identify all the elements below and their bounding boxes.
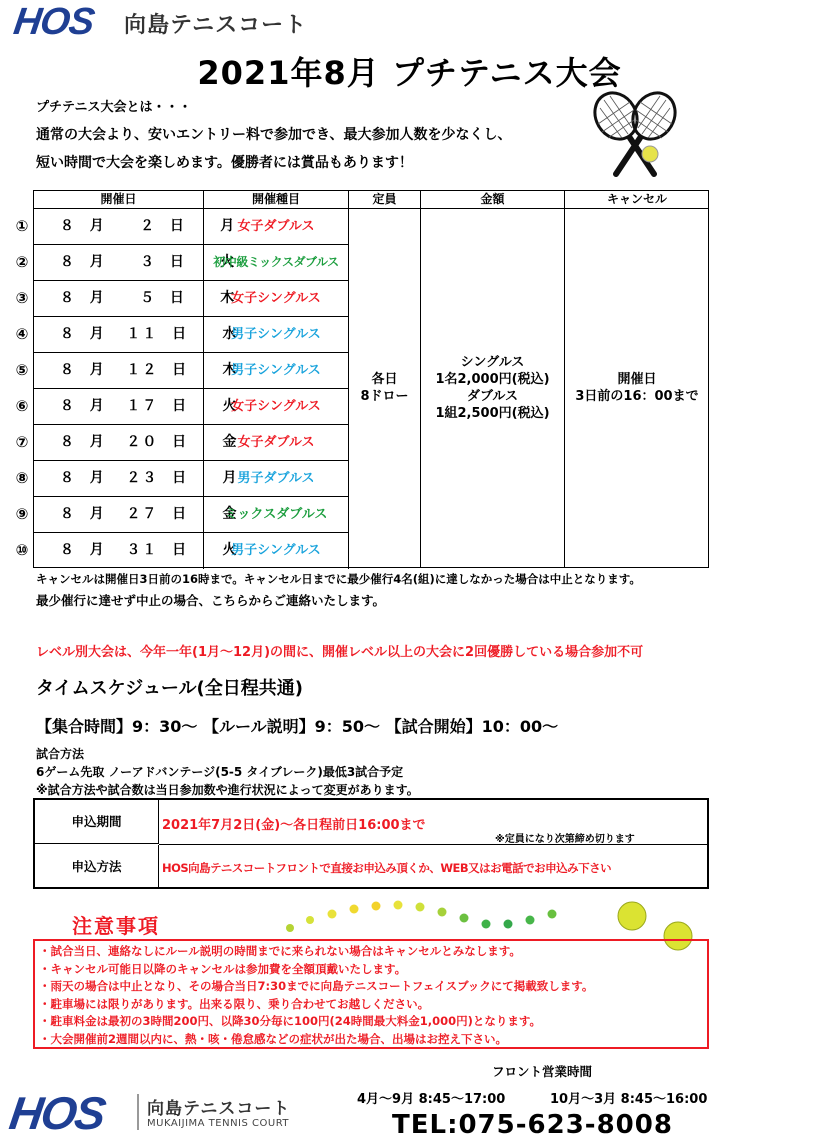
event-date: ８ 月 ３１ 日 火 bbox=[34, 533, 204, 569]
caution-item: ・試合当日、連絡なしにルール説明の時間までに来られない場合はキャンセルとみなします。 bbox=[39, 944, 521, 958]
price-cell bbox=[421, 209, 565, 567]
row-divider bbox=[159, 844, 707, 845]
intro-heading: プチテニス大会とは・・・ bbox=[36, 100, 192, 115]
tennis-racket-icon bbox=[586, 88, 686, 180]
match-method-title: 試合方法 bbox=[36, 747, 85, 761]
intro-line-1: 通常の大会より、安いエントリー料で参加でき、最大参加人数を少なくし、 bbox=[36, 127, 512, 143]
row-number: ① bbox=[15, 217, 29, 235]
column-header-date: 開催日 bbox=[34, 191, 204, 209]
event-date: ８ 月 ３ 日 火 bbox=[34, 245, 204, 281]
cancel-line: 3日前の16：00まで bbox=[575, 389, 699, 404]
caution-item: ・雨天の場合は中止となり、その場合当日7:30までに向島テニスコートフェイスブックにて掲載致します。 bbox=[39, 979, 594, 993]
event-type: 女子シングルス bbox=[204, 389, 349, 425]
event-type: 男子シングルス bbox=[204, 317, 349, 353]
table-row bbox=[34, 353, 349, 389]
caution-item: ・キャンセル可能日以降のキャンセルは参加費を全額頂戴いたします。 bbox=[39, 961, 407, 976]
event-type: 男子ダブルス bbox=[204, 461, 349, 497]
table-row bbox=[34, 461, 349, 497]
page-title: 2021年8月 プチテニス大会 bbox=[197, 54, 622, 92]
application-table bbox=[33, 798, 709, 889]
application-period-value: 2021年7月2日(金)～各日程前日16:00まで bbox=[162, 818, 426, 833]
column-header-price: 金額 bbox=[421, 191, 565, 209]
footer-venue-name-en: MUKAIJIMA TENNIS COURT bbox=[147, 1118, 290, 1129]
event-type: 初中級ミックスダブルス bbox=[204, 245, 349, 281]
price-line: ダブルス bbox=[466, 389, 519, 404]
table-row bbox=[34, 245, 349, 281]
table-row bbox=[34, 497, 349, 533]
event-date: ８ 月 ２３ 日 月 bbox=[34, 461, 204, 497]
event-date: ８ 月 ２０ 日 金 bbox=[34, 425, 204, 461]
event-date: ８ 月 ２ 日 月 bbox=[34, 209, 204, 245]
table-row bbox=[34, 209, 349, 245]
cancel-rule-note: キャンセルは開催日3日前の16時まで。キャンセル日までに最少催行4名(組)に達しなかった場合は中止となります。 bbox=[36, 572, 641, 586]
timeschedule-times: 【集合時間】9：30～ 【ルール説明】9：50～ 【試合開始】10：00～ bbox=[36, 717, 559, 736]
event-type: 女子シングルス bbox=[204, 281, 349, 317]
event-date: ８ 月 １２ 日 木 bbox=[34, 353, 204, 389]
event-type: 男子シングルス bbox=[204, 353, 349, 389]
header-logo: HOS bbox=[11, 1, 97, 43]
event-type: 女子ダブルス bbox=[204, 425, 349, 461]
footer-logo-divider bbox=[137, 1094, 139, 1130]
table-row bbox=[34, 533, 349, 569]
front-hours-summer: 4月～9月 8:45～17:00 bbox=[357, 1092, 506, 1107]
column-header-event: 開催種目 bbox=[204, 191, 349, 209]
front-hours-title: フロント営業時間 bbox=[492, 1064, 593, 1079]
row-number: ⑩ bbox=[15, 541, 29, 559]
header-venue-name: 向島テニスコート bbox=[124, 13, 308, 38]
table-row bbox=[34, 389, 349, 425]
row-number: ⑦ bbox=[15, 433, 29, 451]
table-row bbox=[34, 281, 349, 317]
row-number: ④ bbox=[15, 325, 29, 343]
event-type: ミックスダブルス bbox=[204, 497, 349, 533]
event-type: 男子シングルス bbox=[204, 533, 349, 569]
caution-item: ・駐車料金は最初の3時間200円、以降30分毎に100円(24時間最大料金1,000円)となります。 bbox=[39, 1014, 541, 1028]
schedule-table bbox=[33, 190, 709, 568]
front-hours-winter: 10月～3月 8:45～16:00 bbox=[550, 1092, 708, 1107]
intro-line-2: 短い時間で大会を楽しめます。優勝者には賞品もあります！ bbox=[36, 155, 413, 171]
caution-item: ・大会開催前2週間以内に、熱・咳・倦怠感などの症状が出た場合、出場はお控え下さい。 bbox=[39, 1031, 507, 1046]
match-method-note: ※試合方法や試合数は当日参加数や進行状況によって変更があります。 bbox=[36, 783, 419, 797]
contact-note: 最少催行に達せず中止の場合、こちらからご連絡いたします。 bbox=[36, 593, 386, 608]
match-method-rule: 6ゲーム先取 ノーアドバンテージ(5-5 タイブレーク)最低3試合予定 bbox=[36, 765, 404, 779]
event-date: ８ 月 １１ 日 水 bbox=[34, 317, 204, 353]
capacity-line: 各日 bbox=[371, 372, 398, 387]
footer-venue-name: 向島テニスコート bbox=[147, 1099, 291, 1119]
application-method-value: HOS向島テニスコートフロントで直接お申込み頂くか、WEB又はお電話でお申込み下さい bbox=[162, 861, 612, 875]
column-header-capacity: 定員 bbox=[349, 191, 421, 209]
row-number: ② bbox=[15, 253, 29, 271]
application-method-label: 申込方法 bbox=[35, 845, 159, 889]
table-row bbox=[34, 425, 349, 461]
application-period-label: 申込期間 bbox=[35, 800, 159, 844]
timeschedule-title: タイムスケジュール(全日程共通) bbox=[36, 678, 304, 699]
price-line: 1名2,000円(税込) bbox=[435, 372, 550, 387]
level-rule-note: レベル別大会は、今年一年(1月～12月)の間に、開催レベル以上の大会に2回優勝している場合参加不可 bbox=[36, 645, 644, 660]
application-period-note: ※定員になり次第締め切ります bbox=[495, 834, 635, 845]
row-number: ③ bbox=[15, 289, 29, 307]
row-number: ⑤ bbox=[15, 361, 29, 379]
capacity-cell bbox=[349, 209, 421, 567]
event-date: ８ 月 ５ 日 木 bbox=[34, 281, 204, 317]
footer-logo: HOS bbox=[6, 1087, 108, 1139]
event-date: ８ 月 １７ 日 火 bbox=[34, 389, 204, 425]
capacity-line: 8ドロー bbox=[360, 389, 409, 404]
phone-number[interactable]: TEL:075-623-8008 bbox=[392, 1110, 673, 1140]
row-number: ⑧ bbox=[15, 469, 29, 487]
cancel-line: 開催日 bbox=[617, 372, 657, 387]
event-date: ８ 月 ２７ 日 金 bbox=[34, 497, 204, 533]
cautions-box bbox=[33, 939, 709, 1049]
table-row bbox=[34, 317, 349, 353]
cautions-title: 注意事項 bbox=[72, 914, 160, 938]
row-number: ⑨ bbox=[15, 505, 29, 523]
price-line: シングルス bbox=[460, 355, 525, 370]
price-line: 1組2,500円(税込) bbox=[435, 406, 550, 421]
event-type: 女子ダブルス bbox=[204, 209, 349, 245]
row-number: ⑥ bbox=[15, 397, 29, 415]
cancel-cell bbox=[565, 209, 709, 567]
caution-item: ・駐車場には限りがあります。出来る限り、乗り合わせてお越しください。 bbox=[39, 996, 430, 1011]
column-header-cancel: キャンセル bbox=[565, 191, 709, 209]
